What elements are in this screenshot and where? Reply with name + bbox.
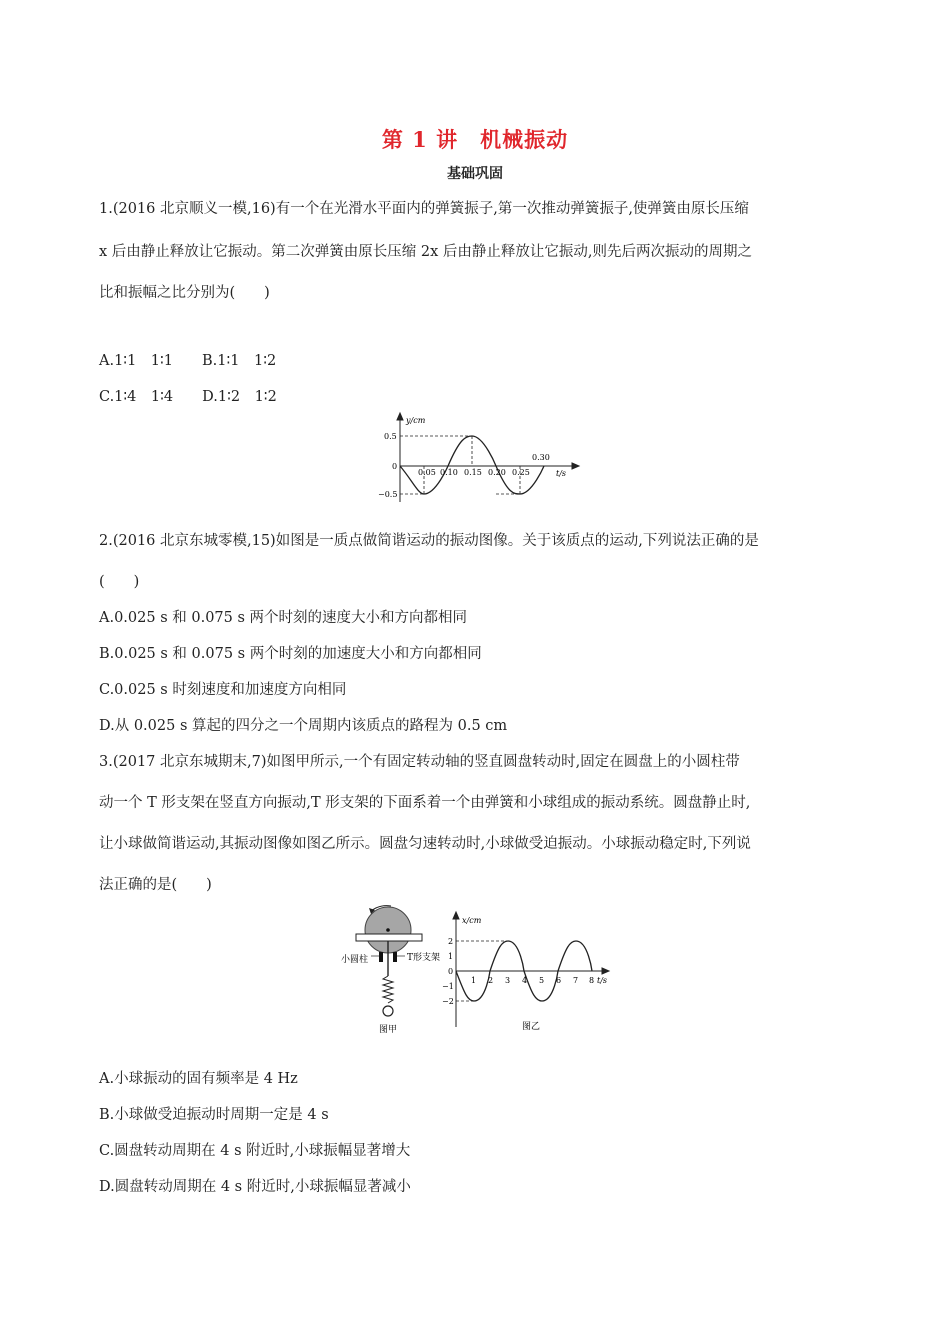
graph2-xtick-3: 3 — [505, 976, 511, 985]
graph2-xtick-1: 1 — [471, 976, 477, 985]
q3-option-c: C.圆盘转动周期在 4 s 附近时,小球振幅显著增大 — [99, 1143, 411, 1159]
page-title: 第 1 讲 机械振动 — [381, 127, 569, 152]
q2-option-a: A.0.025 s 和 0.075 s 两个时刻的速度大小和方向都相同 — [99, 610, 468, 626]
graph1-ytick-0: 0 — [392, 462, 398, 471]
q2-option-d: D.从 0.025 s 算起的四分之一个周期内该质点的路程为 0.5 cm — [99, 718, 508, 734]
disk-apparatus-figure — [325, 900, 440, 1035]
graph2-xtick-4: 4 — [522, 976, 528, 985]
graph1-ytick-0.5: 0.5 — [384, 432, 397, 441]
figure-b-caption: 图乙 — [522, 1022, 541, 1032]
section-subtitle: 基础巩固 — [447, 166, 503, 182]
label-t-frame: T形支架 — [407, 953, 440, 963]
graph1-xtick-0.25: 0.25 — [512, 468, 530, 477]
graph1-xtick-0.30: 0.30 — [532, 453, 550, 462]
q3-option-a: A.小球振动的固有频率是 4 Hz — [99, 1071, 298, 1087]
graph2-ytick-0: 0 — [448, 967, 454, 976]
q2-option-c: C.0.025 s 时刻速度和加速度方向相同 — [99, 682, 347, 698]
graph2-ytick-neg1: −1 — [442, 982, 454, 991]
q1-line-2: x 后由静止释放让它振动。第二次弹簧由原长压缩 2x 后由静止释放让它振动,则先后两次振动的周期之 — [99, 244, 753, 260]
graph2-xtick-2: 2 — [488, 976, 494, 985]
graph1-xtick-0.05: 0.05 — [418, 468, 436, 477]
label-small-cylinder: 小圆柱 — [341, 955, 369, 965]
graph2-ytick-neg2: −2 — [442, 997, 454, 1006]
q1-option-cd: C.1∶4 1∶4 D.1∶2 1∶2 — [99, 389, 277, 405]
vibration-graph-1 — [360, 408, 590, 508]
graph1-xtick-0.10: 0.10 — [440, 468, 458, 477]
graph2-ytick-2: 2 — [448, 937, 454, 946]
graph1-ylabel: y/cm — [406, 416, 426, 425]
q1-line-1: 1.(2016 北京顺义一模,16)有一个在光滑水平面内的弹簧振子,第一次推动弹簧振子,使弹簧由原长压缩 — [99, 201, 749, 217]
q1-line-3: 比和振幅之比分别为( ) — [99, 285, 270, 301]
graph1-ytick-neg0.5: −0.5 — [378, 490, 398, 499]
graph2-ytick-1: 1 — [448, 952, 454, 961]
q3-option-b: B.小球做受迫振动时周期一定是 4 s — [99, 1107, 329, 1123]
graph2-xtick-7: 7 — [573, 976, 579, 985]
graph2-xlabel: t/s — [597, 976, 608, 985]
q3-line-1: 3.(2017 北京东城期末,7)如图甲所示,一个有固定转动轴的竖直圆盘转动时,固定在圆盘上的小圆柱带 — [99, 754, 740, 770]
graph1-xtick-0.15: 0.15 — [464, 468, 482, 477]
graph2-xtick-6: 6 — [556, 976, 562, 985]
graph2-xtick-8: 8 — [589, 976, 595, 985]
q1-option-ab: A.1∶1 1∶1 B.1∶1 1∶2 — [99, 353, 277, 369]
graph2-xtick-5: 5 — [539, 976, 545, 985]
graph1-xtick-0.20: 0.20 — [488, 468, 506, 477]
vibration-graph-2 — [440, 905, 620, 1035]
q2-line-1: 2.(2016 北京东城零模,15)如图是一质点做简谐运动的振动图像。关于该质点的运动,下列说法正确的是 — [99, 533, 759, 549]
graph1-xlabel: t/s — [556, 469, 567, 478]
q3-line-2: 动一个 T 形支架在竖直方向振动,T 形支架的下面系着一个由弹簧和小球组成的振动系统。圆盘静止时, — [99, 795, 751, 811]
q2-option-b: B.0.025 s 和 0.075 s 两个时刻的加速度大小和方向都相同 — [99, 646, 482, 662]
q3-line-4: 法正确的是( ) — [99, 877, 212, 893]
graph2-ylabel: x/cm — [462, 916, 482, 925]
q3-option-d: D.圆盘转动周期在 4 s 附近时,小球振幅显著减小 — [99, 1179, 411, 1195]
figure-a-caption: 图甲 — [379, 1025, 398, 1035]
q3-line-3: 让小球做简谐运动,其振动图像如图乙所示。圆盘匀速转动时,小球做受迫振动。小球振动稳定时,下列说 — [99, 836, 751, 852]
q2-line-2: ( ) — [99, 574, 140, 590]
